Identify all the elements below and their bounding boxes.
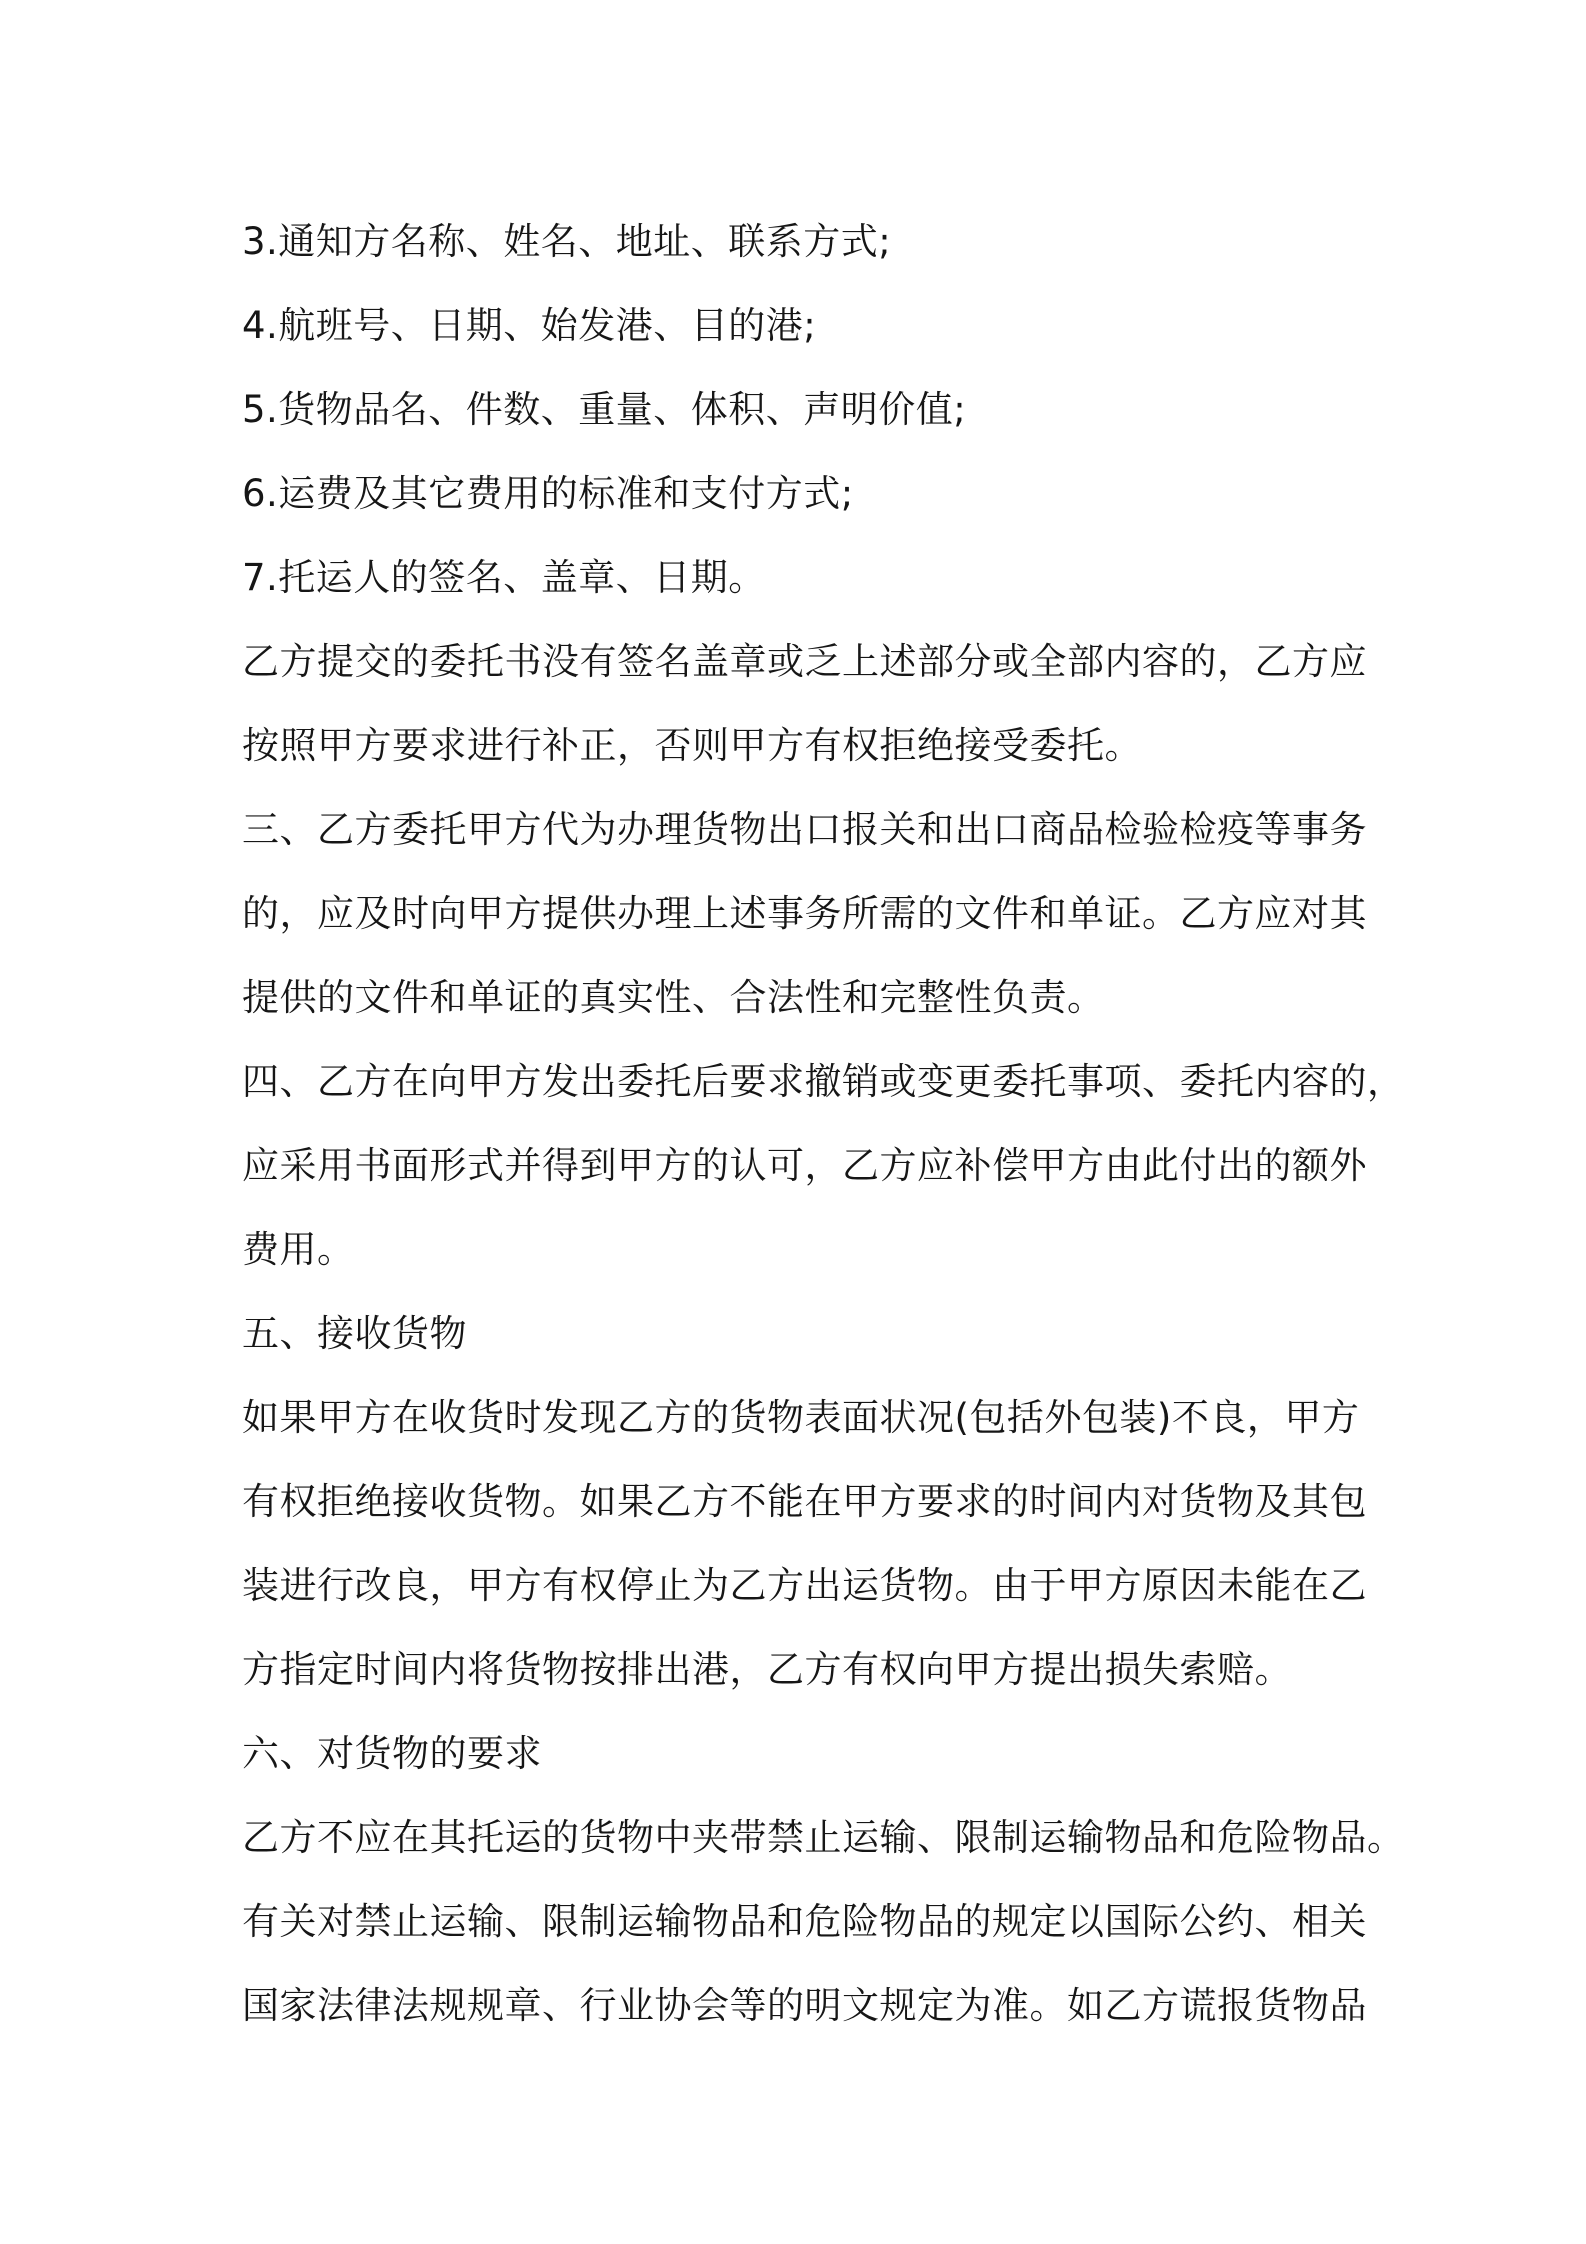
paragraph-line: 的，应及时向甲方提供办理上述事务所需的文件和单证。乙方应对其 xyxy=(242,892,1367,935)
paragraph-line: 如果甲方在收货时发现乙方的货物表面状况(包括外包装)不良，甲方 xyxy=(242,1396,1360,1439)
paragraph-line: 乙方提交的委托书没有签名盖章或乏上述部分或全部内容的，乙方应 xyxy=(242,640,1367,683)
section-heading-receive-goods: 五、接收货物 xyxy=(242,1312,467,1355)
paragraph-line: 费用。 xyxy=(242,1228,355,1271)
paragraph-line: 方指定时间内将货物按排出港，乙方有权向甲方提出损失索赔。 xyxy=(242,1648,1292,1691)
paragraph-line: 有关对禁止运输、限制运输物品和危险物品的规定以国际公约、相关 xyxy=(242,1900,1367,1943)
clause-line-notify-party: 3.通知方名称、姓名、地址、联系方式; xyxy=(242,220,892,263)
section-heading-goods-requirements: 六、对货物的要求 xyxy=(242,1732,542,1775)
paragraph-line: 按照甲方要求进行补正，否则甲方有权拒绝接受委托。 xyxy=(242,724,1142,767)
document-body xyxy=(242,200,1405,2048)
clause-line-shipper-signature: 7.托运人的签名、盖章、日期。 xyxy=(242,556,766,599)
section-three-line: 三、乙方委托甲方代为办理货物出口报关和出口商品检验检疫等事务 xyxy=(242,808,1367,851)
clause-line-goods-info: 5.货物品名、件数、重量、体积、声明价值; xyxy=(242,388,967,431)
section-four-line: 四、乙方在向甲方发出委托后要求撤销或变更委托事项、委托内容的， xyxy=(242,1060,1405,1103)
clause-line-flight-info: 4.航班号、日期、始发港、目的港; xyxy=(242,304,817,347)
paragraph-line: 装进行改良，甲方有权停止为乙方出运货物。由于甲方原因未能在乙 xyxy=(242,1564,1367,1607)
paragraph-line: 提供的文件和单证的真实性、合法性和完整性负责。 xyxy=(242,976,1105,1019)
paragraph-line: 乙方不应在其托运的货物中夹带禁止运输、限制运输物品和危险物品。 xyxy=(242,1816,1405,1859)
paragraph-line: 国家法律法规规章、行业协会等的明文规定为准。如乙方谎报货物品 xyxy=(242,1984,1367,2027)
paragraph-line: 有权拒绝接收货物。如果乙方不能在甲方要求的时间内对货物及其包 xyxy=(242,1480,1367,1523)
clause-line-freight-payment: 6.运费及其它费用的标准和支付方式; xyxy=(242,472,854,515)
paragraph-line: 应采用书面形式并得到甲方的认可，乙方应补偿甲方由此付出的额外 xyxy=(242,1144,1367,1187)
